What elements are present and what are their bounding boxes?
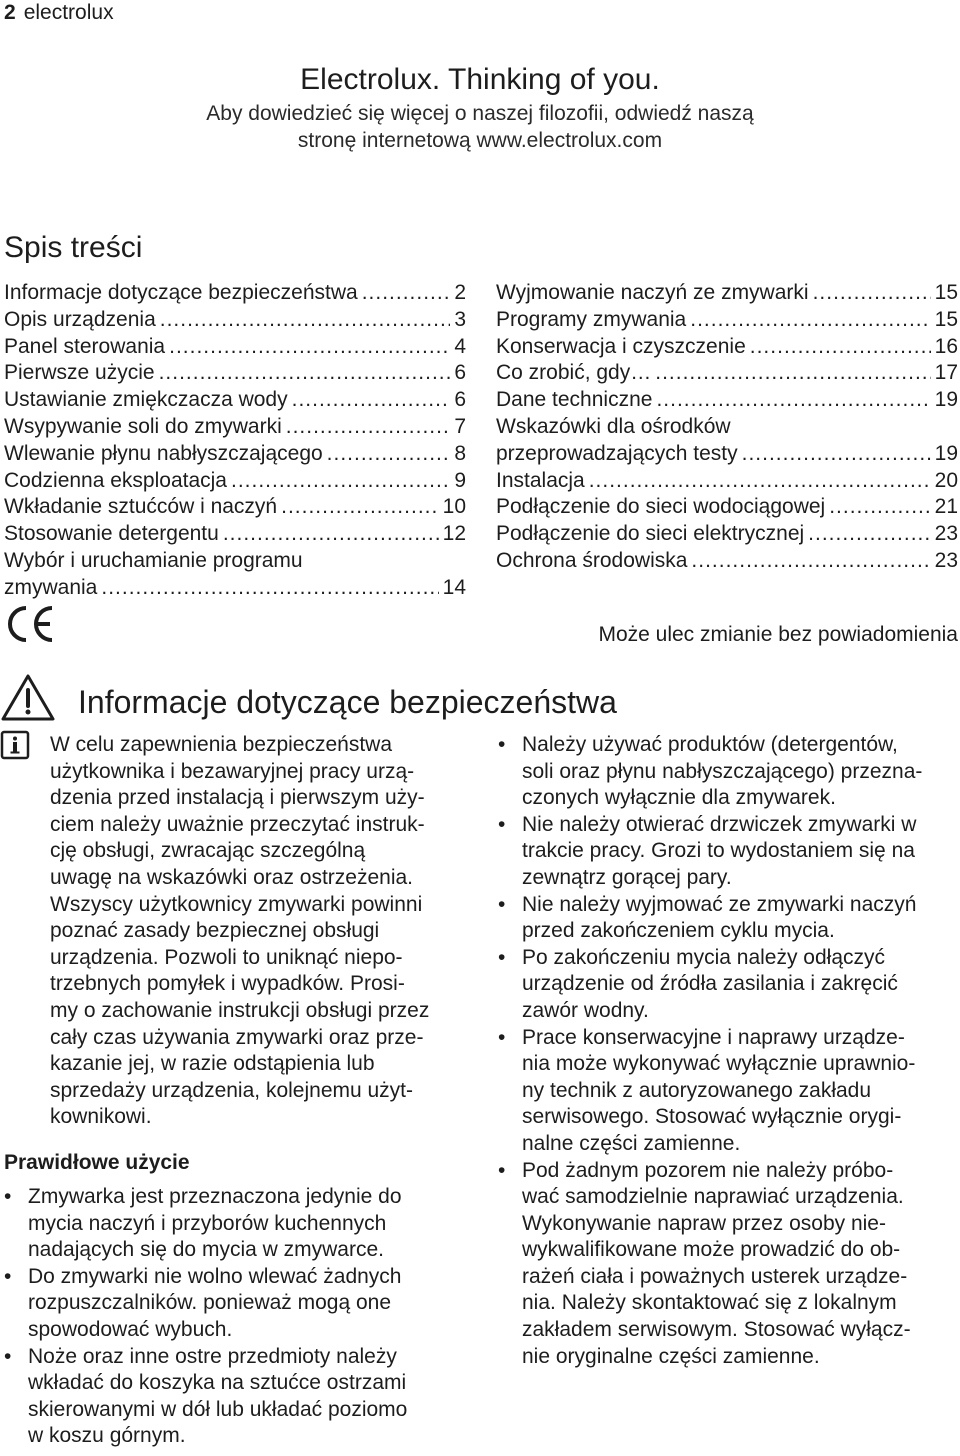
toc-leader bbox=[750, 334, 931, 361]
toc-entry-title: Co zrobić, gdy… bbox=[496, 361, 652, 385]
list-item: • Prace konserwacyjne i naprawy urządze- nia może wykonywać wyłącznie uprawnio- ny technik z autoryzowanego zakładu serwisowego. Stosować wyłącznie orygi- nalne części zamienne. bbox=[498, 1025, 960, 1158]
toc-entry-page: 9 bbox=[454, 468, 466, 492]
toc-entry-page: 15 bbox=[934, 307, 958, 331]
slogan-title: Electrolux. Thinking of you. bbox=[300, 63, 660, 96]
toc-entry-page: 20 bbox=[934, 468, 958, 492]
toc-entry-page: 12 bbox=[442, 522, 466, 546]
toc-entry[interactable] bbox=[4, 387, 466, 414]
safety-intro bbox=[50, 732, 470, 1131]
toc-entry[interactable] bbox=[4, 441, 466, 468]
toc-leader bbox=[281, 494, 439, 521]
toc-leader bbox=[327, 441, 451, 468]
toc-entry-page: 17 bbox=[934, 361, 958, 385]
toc-entry[interactable] bbox=[496, 494, 958, 521]
toc-entry-title: Informacje dotyczące bezpieczeństwa bbox=[4, 281, 358, 304]
toc-entry-title: Panel sterowania bbox=[4, 334, 166, 358]
toc-entry-page: 10 bbox=[442, 495, 466, 519]
list-item: • Do zmywarki nie wolno wlewać żadnych rozpuszczalników. ponieważ mogą one spowodować wybuch. bbox=[4, 1264, 474, 1344]
toc-entry-title: Ochrona środowiska bbox=[496, 548, 688, 572]
intro-line: poznać zasady bezpiecznej obsługi bbox=[50, 919, 380, 943]
toc-entry-page: 21 bbox=[934, 495, 958, 519]
toc-entry-title: Instalacja bbox=[496, 468, 585, 492]
toc-entry-title: Codzienna eksploatacja bbox=[4, 468, 227, 492]
toc-entry-page: 19 bbox=[934, 441, 958, 465]
warning-triangle-icon bbox=[0, 672, 56, 722]
toc-entry-page: 2 bbox=[454, 281, 466, 304]
slogan-subtitle-line: Aby dowiedzieć się więcej o naszej filozofii, odwiedź naszą bbox=[206, 102, 754, 125]
toc-entry-title: Wlewanie płynu nabłyszczającego bbox=[4, 441, 323, 465]
toc-entry[interactable] bbox=[496, 307, 958, 334]
list-item: • Zmywarka jest przeznaczona jedynie do mycia naczyń i przyborów kuchennych nadających się do mycia w zmywarce. bbox=[4, 1184, 474, 1264]
toc-entry-title-line[interactable]: Wybór i uruchamianie programu bbox=[4, 548, 303, 572]
intro-line: ciem należy uważnie przeczytać instruk- bbox=[50, 812, 425, 836]
toc-entry-page: 23 bbox=[934, 522, 958, 546]
list-item: • Należy używać produktów (detergentów, soli oraz płynu nabłyszczającego) przezna- czonych wyłącznie dla zmywarek. bbox=[498, 732, 960, 812]
toc-left-column bbox=[4, 280, 466, 602]
toc-leader bbox=[169, 334, 450, 361]
slogan-subtitle-line: stronę internetową www.electrolux.com bbox=[297, 129, 663, 152]
toc-entry[interactable] bbox=[496, 280, 958, 307]
toc-leader bbox=[292, 387, 451, 414]
toc-entry[interactable] bbox=[4, 521, 466, 548]
list-item: • Noże oraz inne ostre przedmioty należy wkładać do koszyka na sztućce ostrzami skierowanymi w dół lub układać poziomo w koszu górnym. bbox=[4, 1344, 474, 1450]
toc-entry-title: Podłączenie do sieci elektrycznej bbox=[496, 522, 805, 546]
intro-line: trzebnych pomyłek i wypadków. Prosi- bbox=[50, 972, 405, 996]
safety-rules-list bbox=[498, 732, 960, 1370]
intro-line: cały czas używania zmywarki oraz prze- bbox=[50, 1025, 424, 1049]
toc-entry-page: 4 bbox=[454, 334, 466, 358]
toc-leader bbox=[691, 548, 930, 575]
toc-entry-title: Dane techniczne bbox=[496, 388, 653, 412]
toc-entry-page: 3 bbox=[454, 307, 466, 331]
toc-entry[interactable] bbox=[4, 414, 466, 441]
intro-line: dzenia przed instalacją i pierwszym uży- bbox=[50, 786, 425, 810]
toc-leader bbox=[813, 280, 931, 307]
toc-entry-title: Podłączenie do sieci wodociągowej bbox=[496, 495, 826, 519]
toc-entry[interactable] bbox=[4, 494, 466, 521]
toc-right-column bbox=[496, 280, 958, 575]
toc-leader bbox=[231, 468, 450, 495]
toc-entry-page: 23 bbox=[934, 548, 958, 572]
intro-line: Wszyscy użytkownicy zmywarki powinni bbox=[50, 892, 423, 916]
toc-entry-page: 6 bbox=[454, 361, 466, 385]
intro-line: urządzenia. Pozwoli to uniknąć niepo- bbox=[50, 945, 403, 969]
info-icon bbox=[0, 730, 30, 760]
brand-name: electrolux bbox=[23, 1, 114, 24]
toc-leader bbox=[159, 360, 451, 387]
ce-mark-icon bbox=[4, 600, 56, 648]
toc-leader bbox=[656, 387, 930, 414]
toc-entry[interactable] bbox=[496, 387, 958, 414]
proper-use-list bbox=[4, 1184, 474, 1450]
toc-entry-title-line[interactable]: Wskazówki dla ośrodków bbox=[496, 414, 731, 438]
toc-entry-page: 15 bbox=[934, 281, 958, 304]
proper-use-heading: Prawidłowe użycie bbox=[4, 1151, 190, 1174]
toc-entry-page: 19 bbox=[934, 388, 958, 412]
intro-line: sprzedaży urządzenia, kolejnemu użyt- bbox=[50, 1078, 414, 1102]
section-title: Informacje dotyczące bezpieczeństwa bbox=[78, 684, 617, 720]
toc-entry-page: 14 bbox=[442, 575, 466, 599]
toc-entry[interactable] bbox=[4, 334, 466, 361]
toc-entry[interactable] bbox=[4, 360, 466, 387]
list-item: • Nie należy wyjmować ze zmywarki naczyń przed zakończeniem cyklu mycia. bbox=[498, 892, 960, 945]
page-header bbox=[4, 0, 114, 26]
intro-line: użytkownika i bezawaryjnej pracy urzą- bbox=[50, 759, 415, 783]
toc-leader bbox=[589, 468, 931, 495]
toc-entry-page: 6 bbox=[454, 388, 466, 412]
toc-leader bbox=[362, 280, 451, 307]
toc-entry[interactable] bbox=[4, 307, 466, 334]
intro-line: kownikowi. bbox=[50, 1105, 152, 1129]
toc-entry[interactable] bbox=[496, 468, 958, 495]
change-notice: Może ulec zmianie bez powiadomienia bbox=[598, 623, 958, 646]
toc-leader bbox=[829, 494, 930, 521]
toc-entry[interactable] bbox=[496, 548, 958, 575]
toc-entry-title: przeprowadzających testy bbox=[496, 441, 738, 465]
toc-entry-title: Stosowanie detergentu bbox=[4, 522, 219, 546]
toc-leader bbox=[286, 414, 451, 441]
intro-line: kazanie jej, w razie odstąpienia lub bbox=[50, 1052, 375, 1076]
toc-entry[interactable] bbox=[496, 360, 958, 387]
toc-entry-title: Programy zmywania bbox=[496, 307, 687, 331]
toc-leader bbox=[223, 521, 439, 548]
toc-entry-title: Opis urządzenia bbox=[4, 307, 156, 331]
toc-entry-title: Konserwacja i czyszczenie bbox=[496, 334, 746, 358]
list-item: • Pod żadnym pozorem nie należy próbo- wać samodzielnie naprawiać urządzenia. Wykonywanie napraw przez osoby nie- wykwalifikowane może prowadzić do ob- rażeń ciała i poważnych usterek urządze- nia. Należy skontaktować się z lokalnym zakładem serwisowym. Stosować wyłącz- nie oryginalne części zamienne. bbox=[498, 1158, 960, 1371]
toc-entry-title: Wyjmowanie naczyń ze zmywarki bbox=[496, 281, 809, 304]
toc-entry-title: Ustawianie zmiękczacza wody bbox=[4, 388, 288, 412]
intro-line: my o zachowanie instrukcji obsługi przez bbox=[50, 998, 430, 1022]
toc-entry[interactable] bbox=[4, 468, 466, 495]
toc-entry[interactable] bbox=[4, 280, 466, 307]
toc-entry[interactable] bbox=[496, 441, 958, 468]
toc-entry-title: Wsypywanie soli do zmywarki bbox=[4, 414, 282, 438]
toc-leader bbox=[160, 307, 451, 334]
toc-title: Spis treści bbox=[4, 231, 143, 264]
toc-leader bbox=[690, 307, 930, 334]
toc-entry-title: zmywania bbox=[4, 575, 98, 599]
intro-line: W celu zapewnienia bezpieczeństwa bbox=[50, 733, 393, 756]
toc-entry[interactable] bbox=[4, 575, 466, 602]
list-item: • Nie należy otwierać drzwiczek zmywarki w trakcie pracy. Grozi to wydostaniem się na zewnątrz gorącej pary. bbox=[498, 812, 960, 892]
toc-entry-page: 8 bbox=[454, 441, 466, 465]
intro-line: cję obsługi, zwracając szczególną bbox=[50, 839, 366, 863]
slogan-subtitle bbox=[150, 100, 810, 154]
toc-entry[interactable] bbox=[496, 334, 958, 361]
toc-entry[interactable] bbox=[496, 521, 958, 548]
toc-leader bbox=[101, 575, 438, 602]
page-number: 2 bbox=[4, 1, 16, 24]
toc-leader bbox=[742, 441, 931, 468]
toc-entry-page: 16 bbox=[934, 334, 958, 358]
intro-line: uwagę na wskazówki oraz ostrzeżenia. bbox=[50, 865, 414, 889]
toc-entry-title: Wkładanie sztućców i naczyń bbox=[4, 495, 278, 519]
toc-entry-page: 7 bbox=[454, 414, 466, 438]
toc-entry-title: Pierwsze użycie bbox=[4, 361, 155, 385]
toc-leader bbox=[655, 360, 930, 387]
list-item: • Po zakończeniu mycia należy odłączyć urządzenie od źródła zasilania i zakręcić zawór wodny. bbox=[498, 945, 960, 1025]
toc-leader bbox=[808, 521, 930, 548]
